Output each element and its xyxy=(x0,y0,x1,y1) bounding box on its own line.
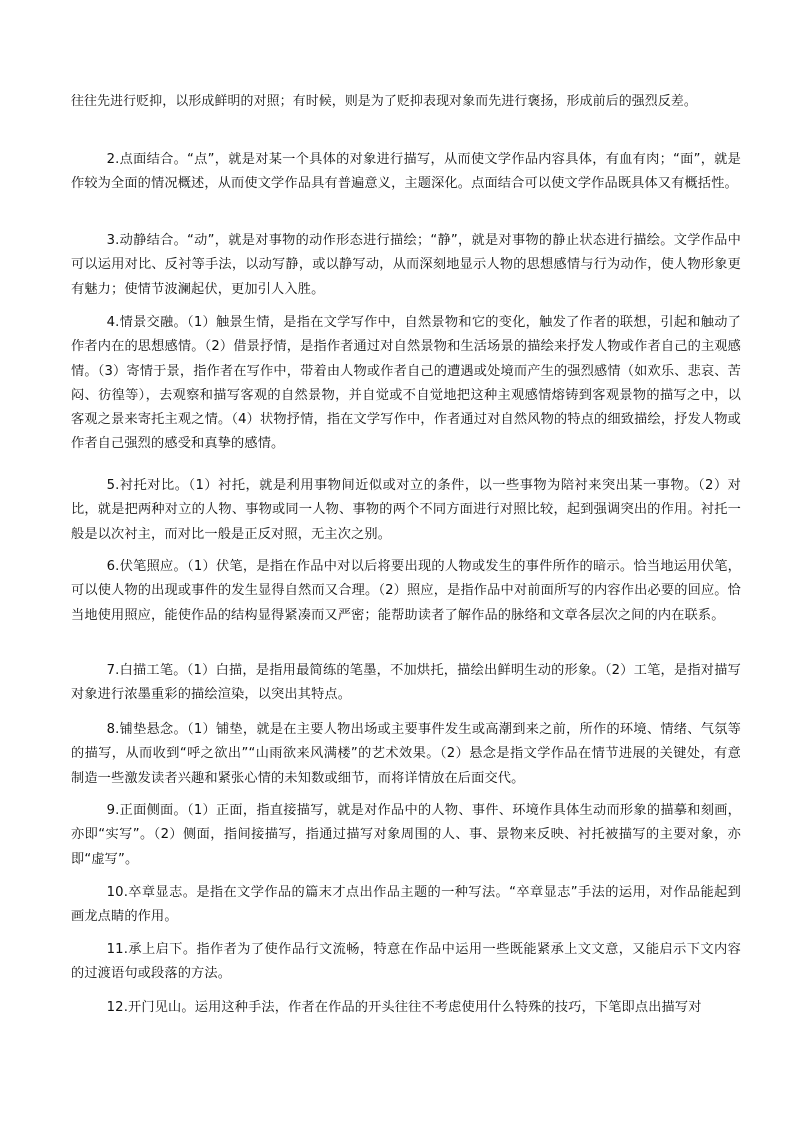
paragraph-foil-contrast: 5.衬托对比。（1）衬托，就是利用事物间近似或对立的条件，以一些事物为陪衬来突出某一事物。（2）对比，就是把两种对立的人物、事物或同一人物、事物的两个不同方面进行对照比较，起到强调突出的作用。衬托一般是以次衬主，而对比一般是正反对照，无主次之别。 xyxy=(71,478,741,542)
paragraph-straight-to-point: 12.开门见山。运用这种手法，作者在作品的开头往往不考虑使用什么特殊的技巧，下笔即点出描写对 xyxy=(106,1000,702,1015)
paragraph-sketch-detail: 7.白描工笔。（1）白描，是指用最简练的笔墨，不加烘托，描绘出鲜明生动的形象。（2）工笔，是指对描写对象进行浓墨重彩的描绘渲染，以突出其特点。 xyxy=(71,663,741,703)
paragraph-point-area: 2.点面结合。“点”，就是对某一个具体的对象进行描写，从而使文学作品内容具体，有血有肉；“面”，就是作较为全面的情况概述，从而使文学作品具有普遍意义，主题深化。点面结合可以使文学作品既具体又有概括性。 xyxy=(71,152,741,192)
paragraph-direct-indirect: 9.正面侧面。（1）正面，指直接描写，就是对作品中的人物、事件、环境作具体生动而形象的描摹和刻画，亦即“实写”。（2）侧面，指间接描写，指通过描写对象周围的人、事、景物来反映、衬托被描写的主要对象，亦即“虚写”。 xyxy=(71,803,741,867)
paragraph-foreshadow-echo: 6.伏笔照应。（1）伏笔，是指在作品中对以后将要出现的人物或发生的事件所作的暗示。恰当地运用伏笔，可以使人物的出现或事件的发生显得自然而又合理。（2）照应，是指作品中对前面所写的内容作出必要的回应。恰当地使用照应，能使作品的结构显得紧凑而又严密；能帮助读者了解作品的脉络和文章各层次之间的内在联系。 xyxy=(71,559,741,623)
paragraph-end-theme: 10.卒章显志。是指在文学作品的篇末才点出作品主题的一种写法。“卒章显志”手法的运用，对作品能起到画龙点睛的作用。 xyxy=(71,885,741,925)
paragraph-transition: 11.承上启下。指作者为了使作品行文流畅，特意在作品中运用一些既能紧承上文文意，又能启示下文内容的过渡语句或段落的方法。 xyxy=(71,942,741,982)
paragraph-scene-emotion: 4.情景交融。（1）触景生情，是指在文学写作中，自然景物和它的变化，触发了作者的联想，引起和触动了作者内在的思想感情。（2）借景抒情，是指作者通过对自然景物和生活场景的描绘来抒发人物或作者自己的主观感情。（3）寄情于景，指作者在写作中，带着由人物或作者自己的遭遇或处境而产生的强烈感情（如欢乐、悲哀、苦闷、彷徨等），去观察和描写客观的自然景物，并自觉或不自觉地把这种主观感情熔铸到客观景物的描写之中，以客观之景来寄托主观之情。（4）状物抒情，指在文学写作中，作者通过对自然风物的特点的细致描绘，抒发人物或作者自己强烈的感受和真挚的感情。 xyxy=(71,315,741,452)
paragraph-motion-stillness: 3.动静结合。“动”，就是对事物的动作形态进行描绘；“静”，就是对事物的静止状态进行描绘。文学作品中可以运用对比、反衬等手法，以动写静，或以静写动，从而深刻地显示人物的思想感情与行为动作，使人物形象更有魅力；使情节波澜起伏，更加引人入胜。 xyxy=(71,233,741,297)
paragraph-continuation: 往往先进行贬抑，以形成鲜明的对照；有时候，则是为了贬抑表现对象而先进行褒扬，形成前后的强烈反差。 xyxy=(71,94,697,109)
paragraph-setup-suspense: 8.铺垫悬念。（1）铺垫，就是在主要人物出场或主要事件发生或高潮到来之前，所作的环境、情绪、气氛等的描写，从而收到“呼之欲出”“山雨欲来风满楼”的艺术效果。（2）悬念是指文学作品在情节进展的关键处，有意制造一些激发读者兴趣和紧张心情的未知数或细节，而将详情放在后面交代。 xyxy=(71,722,741,786)
